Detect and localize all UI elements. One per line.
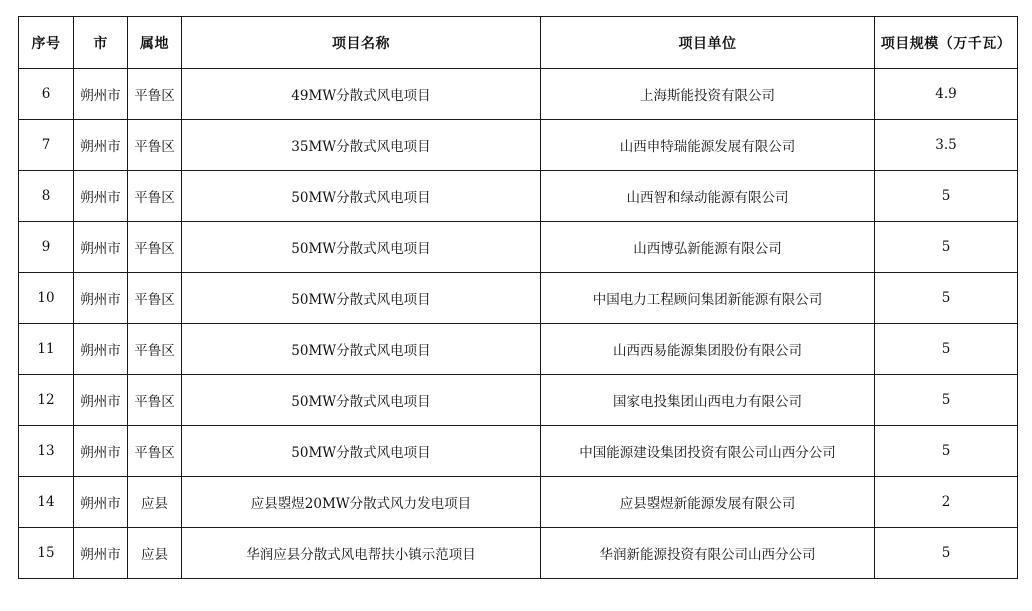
cell-area: 平鲁区 [128,171,182,222]
cell-project-unit: 山西申特瑞能源发展有限公司 [541,120,875,171]
cell-area: 应县 [128,528,182,579]
cell-project-scale: 5 [875,528,1018,579]
table-row [19,528,1018,579]
cell-project-name: 50MW分散式风电项目 [182,222,541,273]
table-row [19,120,1018,171]
cell-project-unit: 山西博弘新能源有限公司 [541,222,875,273]
cell-project-name: 50MW分散式风电项目 [182,375,541,426]
project-table [18,16,1018,579]
table-row [19,324,1018,375]
table-row [19,222,1018,273]
header-area: 属地 [128,17,182,69]
cell-no: 12 [19,375,74,426]
cell-city: 朔州市 [74,375,128,426]
cell-project-unit: 中国电力工程顾问集团新能源有限公司 [541,273,875,324]
cell-no: 15 [19,528,74,579]
cell-project-scale: 5 [875,324,1018,375]
cell-project-name: 50MW分散式风电项目 [182,324,541,375]
table-row [19,69,1018,120]
cell-city: 朔州市 [74,528,128,579]
header-city: 市 [74,17,128,69]
table-row [19,477,1018,528]
cell-project-unit: 山西智和绿动能源有限公司 [541,171,875,222]
table-header-row [19,17,1018,69]
cell-project-name: 华润应县分散式风电帮扶小镇示范项目 [182,528,541,579]
cell-project-unit: 上海斯能投资有限公司 [541,69,875,120]
cell-no: 9 [19,222,74,273]
cell-project-scale: 5 [875,375,1018,426]
cell-project-name: 50MW分散式风电项目 [182,273,541,324]
cell-project-name: 49MW分散式风电项目 [182,69,541,120]
table-row [19,171,1018,222]
cell-project-scale: 4.9 [875,69,1018,120]
cell-project-unit: 应县曌煜新能源发展有限公司 [541,477,875,528]
cell-project-unit: 中国能源建设集团投资有限公司山西分公司 [541,426,875,477]
cell-area: 平鲁区 [128,222,182,273]
cell-project-scale: 5 [875,426,1018,477]
cell-area: 平鲁区 [128,69,182,120]
cell-project-name: 35MW分散式风电项目 [182,120,541,171]
cell-project-scale: 5 [875,222,1018,273]
cell-area: 平鲁区 [128,324,182,375]
cell-project-unit: 山西西易能源集团股份有限公司 [541,324,875,375]
cell-city: 朔州市 [74,426,128,477]
cell-no: 13 [19,426,74,477]
cell-city: 朔州市 [74,324,128,375]
header-project-scale: 项目规模（万千瓦） [875,17,1018,69]
cell-project-unit: 国家电投集团山西电力有限公司 [541,375,875,426]
cell-city: 朔州市 [74,69,128,120]
cell-project-unit: 华润新能源投资有限公司山西分公司 [541,528,875,579]
cell-project-scale: 5 [875,171,1018,222]
cell-city: 朔州市 [74,222,128,273]
cell-city: 朔州市 [74,171,128,222]
cell-no: 14 [19,477,74,528]
cell-city: 朔州市 [74,273,128,324]
header-project-name: 项目名称 [182,17,541,69]
cell-project-scale: 5 [875,273,1018,324]
table-row [19,426,1018,477]
cell-area: 平鲁区 [128,273,182,324]
cell-no: 6 [19,69,74,120]
cell-area: 平鲁区 [128,375,182,426]
header-no: 序号 [19,17,74,69]
cell-city: 朔州市 [74,120,128,171]
cell-project-name: 应县曌煜20MW分散式风力发电项目 [182,477,541,528]
cell-no: 11 [19,324,74,375]
cell-area: 平鲁区 [128,120,182,171]
cell-no: 8 [19,171,74,222]
cell-city: 朔州市 [74,477,128,528]
cell-area: 平鲁区 [128,426,182,477]
table-row [19,375,1018,426]
cell-no: 10 [19,273,74,324]
header-project-unit: 项目单位 [541,17,875,69]
table-row [19,273,1018,324]
cell-project-name: 50MW分散式风电项目 [182,426,541,477]
cell-project-scale: 2 [875,477,1018,528]
cell-no: 7 [19,120,74,171]
cell-area: 应县 [128,477,182,528]
cell-project-name: 50MW分散式风电项目 [182,171,541,222]
cell-project-scale: 3.5 [875,120,1018,171]
